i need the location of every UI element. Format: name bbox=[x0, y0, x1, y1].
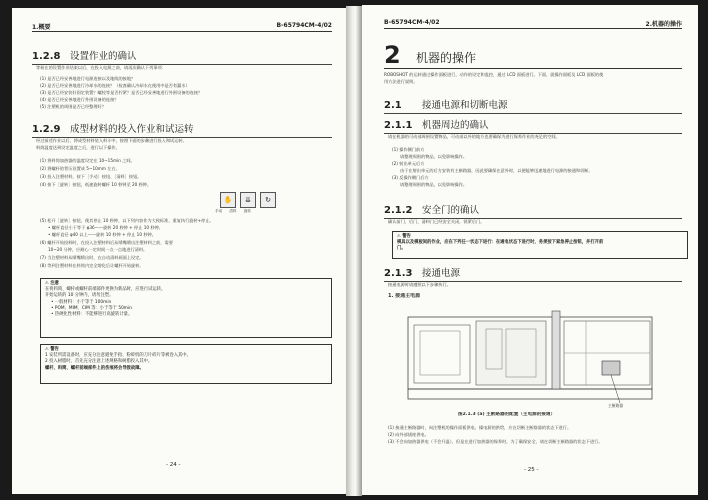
list-item: (1) 接通主断路器时，向注塑机的操作面板供电，操电源的供给，应在切断主断路器的状态下进行。 bbox=[388, 425, 572, 430]
figure-callout: 主断路器 bbox=[608, 403, 624, 408]
header-divider bbox=[32, 31, 332, 32]
list-item: (2) 是否已经妥善地进行冷却水的连接？（检查确认冷却水在使用中是否有漏水） bbox=[40, 83, 190, 88]
left-page bbox=[12, 8, 346, 494]
list-item: 请整理周围的物品，以免影响操作。 bbox=[400, 154, 468, 159]
section-title: 接通电源 bbox=[422, 268, 461, 279]
section-title: 机器周边的确认 bbox=[422, 120, 489, 131]
list-item: (4) 是否已经妥善地进行外围设备的连接？ bbox=[40, 97, 119, 102]
notice-line: 在将料筒、螺杆或螺杆前端部件更换为新品时，应进行试运转。 bbox=[45, 287, 166, 293]
page-number: - 25 - bbox=[524, 467, 539, 473]
right-page bbox=[362, 5, 698, 495]
warning-line: 2 投入树脂时，首先充分注意上述规格和树脂投入其中。 bbox=[45, 359, 153, 365]
list-item: (6) 螺杆开始投料时，在投入注塑材料后从喷嘴喷出注塑材料之前，需要 bbox=[40, 240, 173, 245]
list-item: (3) 不会向加热器供电（不会升温），但是在进行加热器的保养时，为了确保安全，请在切断主断路器的状态下进行。 bbox=[388, 439, 603, 444]
section-title: 成型材料的投入作业和试运转 bbox=[70, 124, 194, 135]
chapter-number: 2 bbox=[384, 41, 401, 69]
header-divider bbox=[384, 28, 682, 29]
figure-caption: 图2.1.3 (a) 主断路器的配置（主电源的接通） bbox=[458, 412, 556, 417]
list-item: (7) 当注塑材料从喷嘴喷出时，在自动清料画面上设定。 bbox=[40, 255, 144, 260]
warning-line: 螺杆、料筒、螺杆前端部件上的伤痕将会导致故障。 bbox=[45, 365, 144, 371]
section-heading-2-1-1 bbox=[384, 117, 682, 134]
list-item: (1) 操作侧门前方 bbox=[392, 147, 425, 152]
list-item: (3) 是否已经安装好固定装置？螺栓等是否拧紧？是否已经妥善地进行外围设备的连接？ bbox=[40, 90, 203, 95]
warning-line: 模具以及模板间的作业，应在下列任一状态下进行：在通电状态下进行时，务须按下紧急停止按钮，并打开前 bbox=[397, 240, 604, 246]
warning-box bbox=[392, 231, 688, 259]
list-item: (3) 反操作侧门后方 bbox=[392, 175, 429, 180]
list-item: (3) 投入注塑材料，按下［手动］按钮、［清料］按钮。 bbox=[40, 174, 142, 179]
section-number: 2.1.1 bbox=[384, 120, 413, 131]
injection-machine-figure bbox=[406, 307, 656, 407]
manual-button-icon: ✋ bbox=[220, 192, 236, 208]
section-heading-2-1 bbox=[384, 97, 682, 114]
list-item: (2) 向外部插座供电。 bbox=[388, 432, 429, 437]
section-heading-1-2-9 bbox=[32, 121, 332, 138]
section-heading-2-1-2 bbox=[384, 202, 682, 219]
section-title: 安全门的确认 bbox=[422, 205, 480, 216]
section-number: 2.1.3 bbox=[384, 268, 413, 279]
list-item: (5) 注塑机的周围是否已经整理好？ bbox=[40, 104, 106, 109]
section-heading-2-1-3 bbox=[384, 265, 682, 282]
warning-title: ⚠ 警告 bbox=[397, 234, 411, 239]
page-number: - 24 - bbox=[166, 462, 181, 468]
list-item: (1) 将料筒加热器的温度设定在 10~15min 之间。 bbox=[40, 158, 135, 163]
paragraph: 等候在的设置作业结束以后，在投入电源之前，请再次确认下列事项： bbox=[36, 65, 166, 70]
section-title: 设置作业的确认 bbox=[70, 51, 137, 62]
left-header-chapter: 1.概要 bbox=[32, 24, 51, 31]
left-header-code: B-65794CM-4/02 bbox=[276, 22, 332, 29]
section-number: 1.2.9 bbox=[32, 124, 61, 135]
section-title: 接通电源和切断电源 bbox=[422, 100, 508, 111]
paragraph: 料筒温度达到设定温度之后，进行以下操作。 bbox=[36, 145, 120, 150]
warning-line: 1 安装所需设备时，应充分注意避免手指、粉碎机的刀片碎片等被卷入其中。 bbox=[45, 353, 191, 359]
book-spine bbox=[346, 6, 362, 496]
paragraph: 请在机器的可动部周围设置物品，可动部以外的地方也要确保为进行保养作业的充足的空间。 bbox=[388, 134, 560, 139]
chapter-title: 机器的操作 bbox=[416, 51, 477, 65]
list-item: 请整理周围的物品，以免影响操作。 bbox=[400, 182, 468, 187]
list-item: (8) 等到注塑材料在料筒内完全熔化后让螺杆开始旋转。 bbox=[40, 263, 144, 268]
list-item: • 螺杆直径 φ40 以上——旋转 10 秒钟 + 停止 10 秒钟。 bbox=[48, 232, 156, 237]
icon-label-row: 手动 清料 旋转 bbox=[215, 209, 251, 213]
paragraph: 确认前门、后门、清料门已经安全关闭，锁紧后门。 bbox=[388, 219, 485, 224]
section-number: 2.1.2 bbox=[384, 205, 413, 216]
subheading: 1. 接通主电源 bbox=[388, 293, 421, 299]
right-header-code: B-65794CM-4/02 bbox=[384, 19, 440, 26]
list-item: 10~20 分钟，应耐心一定时间一点一点地进行清料。 bbox=[48, 247, 148, 252]
paragraph: ROBOSHOT 的运转通过操作面板进行，动作的设定和监控，通过 LCD 面板进行。下面，就操作面板及 LCD 面板的使 bbox=[384, 72, 604, 77]
rotate-button-icon: ↻ bbox=[260, 192, 276, 208]
chapter-rule bbox=[384, 68, 682, 69]
paragraph: 经过前述作业以后，将成型材料装入料斗中，按照下面的步骤进行投入和试运转。 bbox=[36, 138, 187, 143]
notice-line: • 一般材料：小于等于 100min bbox=[51, 299, 112, 305]
paragraph: 接通电源时请遵照以下步骤执行。 bbox=[388, 282, 451, 287]
list-item: (4) 按下［旋转］按钮，低速旋转螺杆 10 秒钟至 20 秒钟。 bbox=[40, 182, 152, 187]
warning-title: ⚠ 警告 bbox=[45, 347, 59, 352]
purge-button-icon: ⇊ bbox=[240, 192, 256, 208]
list-item: • 螺杆直径小于等于 φ36——旋转 20 秒钟 + 停止 10 秒钟。 bbox=[48, 225, 163, 230]
notice-title: ⚠ 注意 bbox=[45, 281, 59, 286]
paragraph: 用方法进行说明。 bbox=[384, 79, 418, 84]
list-item: 由于在射出单元的后方安装有主断路器，因此要确保在意外时，以便能够迅速地进行电源的接通和切断。 bbox=[400, 168, 593, 173]
notice-line: 开始运转的 10 分钟内，请勿注塑。 bbox=[45, 293, 114, 299]
notice-box bbox=[40, 278, 332, 338]
section-number: 1.2.8 bbox=[32, 51, 61, 62]
list-item: (2) 射出单元后方 bbox=[392, 161, 425, 166]
section-heading-1-2-8 bbox=[32, 48, 332, 65]
section-number: 2.1 bbox=[384, 100, 402, 111]
list-item: (2) 将螺杆的背压设置成 5~10mm 左右。 bbox=[40, 166, 120, 171]
notice-line: • POM、MIM、CIM 等：小于等于 50min bbox=[51, 305, 132, 311]
list-item: (1) 是否已经妥善地进行电源连接以及地线的接地？ bbox=[40, 76, 136, 81]
warning-box bbox=[40, 344, 332, 384]
warning-line: 门。 bbox=[397, 246, 406, 252]
notice-line: • 热硬化性材料：不能够进行高旋转计量。 bbox=[51, 312, 133, 318]
list-item: (5) 松开［旋转］按钮，使其停止 10 秒钟，以下列内容作为大致标准，重复执行旋转+停止。 bbox=[40, 218, 214, 223]
right-header-chapter: 2.机器的操作 bbox=[645, 21, 682, 28]
